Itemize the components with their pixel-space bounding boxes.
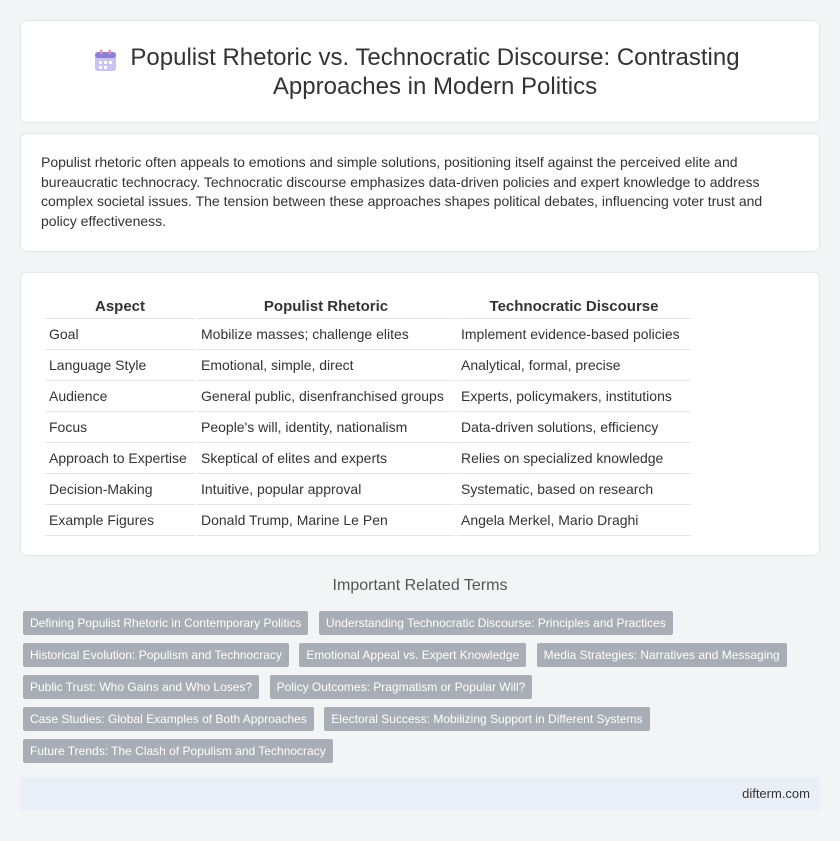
column-header-aspect: Aspect [45,295,195,319]
table-cell: Decision-Making [45,474,195,505]
table-cell: Approach to Expertise [45,443,195,474]
table-header-row [45,295,691,319]
tag-row [23,707,823,739]
table-cell: Analytical, formal, precise [457,350,691,381]
page-title: Populist Rhetoric vs. Technocratic Discourse: Contrasting Approaches in Modern Politics [130,44,740,100]
table-cell: Relies on specialized knowledge [457,443,691,474]
table-cell: Data-driven solutions, efficiency [457,412,691,443]
comparison-card [20,272,820,556]
related-term-tag[interactable]: Defining Populist Rhetoric in Contemporary Politics [23,611,308,635]
footer [20,777,820,810]
table-row [45,319,691,350]
table-cell: Goal [45,319,195,350]
table-cell: Donald Trump, Marine Le Pen [197,505,455,536]
tag-row [23,675,823,707]
table-cell: Emotional, simple, direct [197,350,455,381]
related-term-tag[interactable]: Historical Evolution: Populism and Technocracy [23,643,289,667]
table-row [45,412,691,443]
related-term-tag[interactable]: Media Strategies: Narratives and Messaging [537,643,787,667]
related-term-tag[interactable]: Understanding Technocratic Discourse: Principles and Practices [319,611,673,635]
related-term-tag[interactable]: Electoral Success: Mobilizing Support in Different Systems [324,707,649,731]
related-terms-heading: Important Related Terms [332,577,508,594]
table-cell: Example Figures [45,505,195,536]
related-term-tag[interactable]: Public Trust: Who Gains and Who Loses? [23,675,259,699]
intro-paragraph: Populist rhetoric often appeals to emotions and simple solutions, positioning itself against the perceived elite and bureaucratic technocracy. Technocratic discourse emphasizes data-driven policies and expert knowledge to address complex societal issues. The tension between these approaches shapes political debates, influencing voter trust and policy effectiveness. [41,154,763,229]
comparison-table [43,295,693,536]
column-header-technocratic: Technocratic Discourse [457,295,691,319]
table-row [45,350,691,381]
column-header-populist: Populist Rhetoric [197,295,455,319]
table-cell: Language Style [45,350,195,381]
table-cell: Implement evidence-based policies [457,319,691,350]
tag-row [23,643,823,675]
table-cell: Experts, policymakers, institutions [457,381,691,412]
table-cell: Angela Merkel, Mario Draghi [457,505,691,536]
table-row [45,381,691,412]
tag-row [23,739,823,771]
table-cell: Systematic, based on research [457,474,691,505]
tag-row [23,611,823,643]
related-term-tag[interactable]: Future Trends: The Clash of Populism and Technocracy [23,739,333,763]
table-row [45,505,691,536]
table-cell: People's will, identity, nationalism [197,412,455,443]
table-cell: Skeptical of elites and experts [197,443,455,474]
table-cell: Intuitive, popular approval [197,474,455,505]
header-card [20,20,820,123]
table-row [45,443,691,474]
intro-card [20,133,820,252]
footer-site-link[interactable]: difterm.com [742,786,810,801]
table-cell: Audience [45,381,195,412]
table-cell: Focus [45,412,195,443]
table-cell: Mobilize masses; challenge elites [197,319,455,350]
table-row [45,474,691,505]
related-term-tag[interactable]: Policy Outcomes: Pragmatism or Popular Will? [270,675,533,699]
related-term-tag[interactable]: Case Studies: Global Examples of Both Approaches [23,707,314,731]
related-term-tag[interactable]: Emotional Appeal vs. Expert Knowledge [299,643,526,667]
table-cell: General public, disenfranchised groups [197,381,455,412]
related-terms-list [23,611,823,771]
